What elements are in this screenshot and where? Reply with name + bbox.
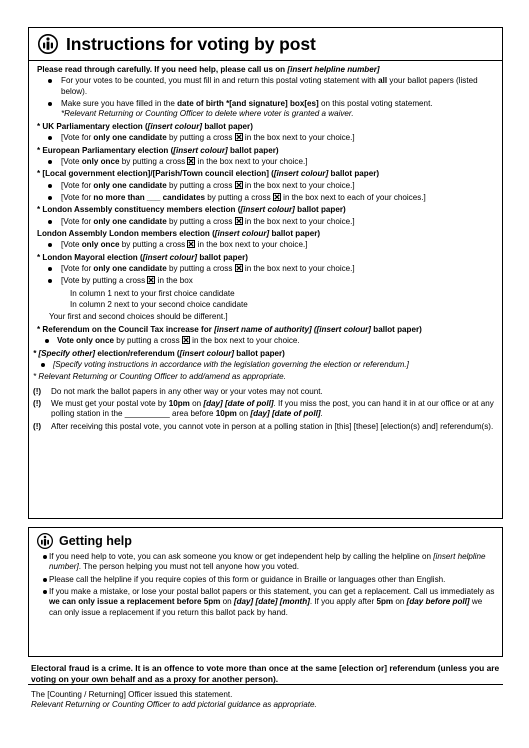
election-instruction: [Vote for only one candidate by putting a cross in the box next to your choice.] (37, 133, 496, 143)
checkbox-cross-icon (235, 217, 243, 225)
page-title: Instructions for voting by post (66, 33, 316, 54)
checkbox-cross-icon (235, 133, 243, 141)
amend-note: * Relevant Returning or Counting Officer to add/amend as appropriate. (33, 372, 286, 382)
instructions-header (29, 28, 502, 61)
information-icon (37, 533, 53, 549)
election-instruction: [Vote for only one candidate by putting a cross in the box next to your choice.] (37, 264, 496, 274)
election-heading: * London Assembly constituency members election ([insert colour] ballot paper) (37, 205, 346, 215)
intro-bullet: Make sure you have filled in the date of birth *[and signature] box[es] on this postal voting statement. *Relevant Returning or Counting Officer to delete where voter is granted a waiver. (37, 99, 496, 120)
checkbox-cross-icon (235, 264, 243, 272)
column-instruction: In column 2 next to your second choice candidate (70, 300, 248, 310)
other-election-heading: * [Specify other] election/referendum ([insert colour] ballot paper) (33, 348, 285, 358)
election-heading: London Assembly London members election ([insert colour] ballot paper) (37, 229, 321, 239)
help-item: Please call the helpline if you require copies of this form or guidance in Braille or languages other than English. (35, 575, 496, 585)
election-heading: * European Parliamentary election ([insert colour] ballot paper) (37, 145, 279, 155)
other-instruction: [Specify voting instructions in accordance with the legislation governing the election or referendum.] (33, 360, 496, 370)
election-heading: * [Local government election]/[Parish/Town council election] ([insert colour] ballot paper) (37, 169, 380, 179)
referendum-heading: * Referendum on the Council Tax increase for [insert name of authority] ([insert colour] ballot paper) (37, 324, 422, 334)
warning-item: (!) We must get your postal vote by 10pm on [day] [date of poll]. If you miss the post, you can hand it in at our office or at any polling station in the __________ area before 10pm on [day] [date of poll]. (33, 399, 494, 419)
election-instruction: [Vote only once by putting a cross in the box next to your choice.] (37, 240, 496, 250)
electoral-fraud-warning: Electoral fraud is a crime. It is an offence to vote more than once at the same [election or] referendum (unless you are voting on your own behalf and as a proxy for another person). (31, 663, 500, 684)
election-instruction: [Vote by putting a cross in the box (37, 276, 496, 286)
column-instruction: In column 1 next to your first choice candidate (70, 288, 235, 298)
intro-text: Please read through carefully. If you need help, please call us on [insert helpline number] (37, 65, 380, 74)
election-instruction: [Vote only once by putting a cross in the box next to your choice.] (37, 157, 496, 167)
footer (31, 690, 501, 711)
checkbox-cross-icon (235, 181, 243, 189)
election-heading: * UK Parliamentary election ([insert colour] ballot paper) (37, 121, 253, 131)
choices-note: Your first and second choices should be different.] (49, 311, 228, 321)
instructions-box (28, 27, 503, 519)
warning-item: (!) After receiving this postal vote, you cannot vote in person at a polling station in [this] [these] [election(s) and] referendum(s). (33, 421, 494, 431)
footer-note: Relevant Returning or Counting Officer to add pictorial guidance as appropriate. (31, 700, 317, 710)
checkbox-cross-icon (273, 193, 281, 201)
election-instruction: [Vote for only one candidate by putting a cross in the box next to your choice.] (37, 181, 496, 191)
getting-help-header (29, 528, 502, 551)
footer-issuer: The [Counting / Returning] Officer issued this statement. (31, 690, 233, 699)
divider (28, 684, 503, 685)
intro-bullet: For your votes to be counted, you must fill in and return this postal voting statement with all your ballot papers (listed below). (37, 76, 496, 97)
getting-help-box (28, 527, 503, 657)
getting-help-title: Getting help (59, 534, 132, 548)
waiver-note: *Relevant Returning or Counting Officer to delete where voter is granted a waiver. (61, 109, 354, 119)
help-item: If you need help to vote, you can ask someone you know or get independent help by calling the helpline on [insert helpline number]. The person helping you must not tell anyone how you voted. (35, 552, 496, 573)
warning-item: (!) Do not mark the ballot papers in any other way or your votes may not count. (33, 386, 323, 396)
election-instruction: [Vote for only one candidate by putting a cross in the box next to your choice.] (37, 217, 496, 227)
checkbox-cross-icon (182, 336, 190, 344)
information-icon (38, 34, 58, 54)
mayoral-election-heading: * London Mayoral election ([insert colour] ballot paper) (37, 252, 248, 262)
help-item: If you make a mistake, or lose your postal ballot papers or this statement, you can get a replacement. Call us immediately as we can only issue a replacement before 5pm on [day] [date] [month]. If you apply after 5pm on [day before poll] we can only issue a replacement if you return this ballot pack by hand. (35, 587, 496, 618)
referendum-instruction: Vote only once by putting a cross in the box next to your choice. (37, 336, 496, 346)
election-instruction: [Vote for no more than ___ candidates by putting a cross in the box next to each of your choices.] (37, 193, 496, 203)
